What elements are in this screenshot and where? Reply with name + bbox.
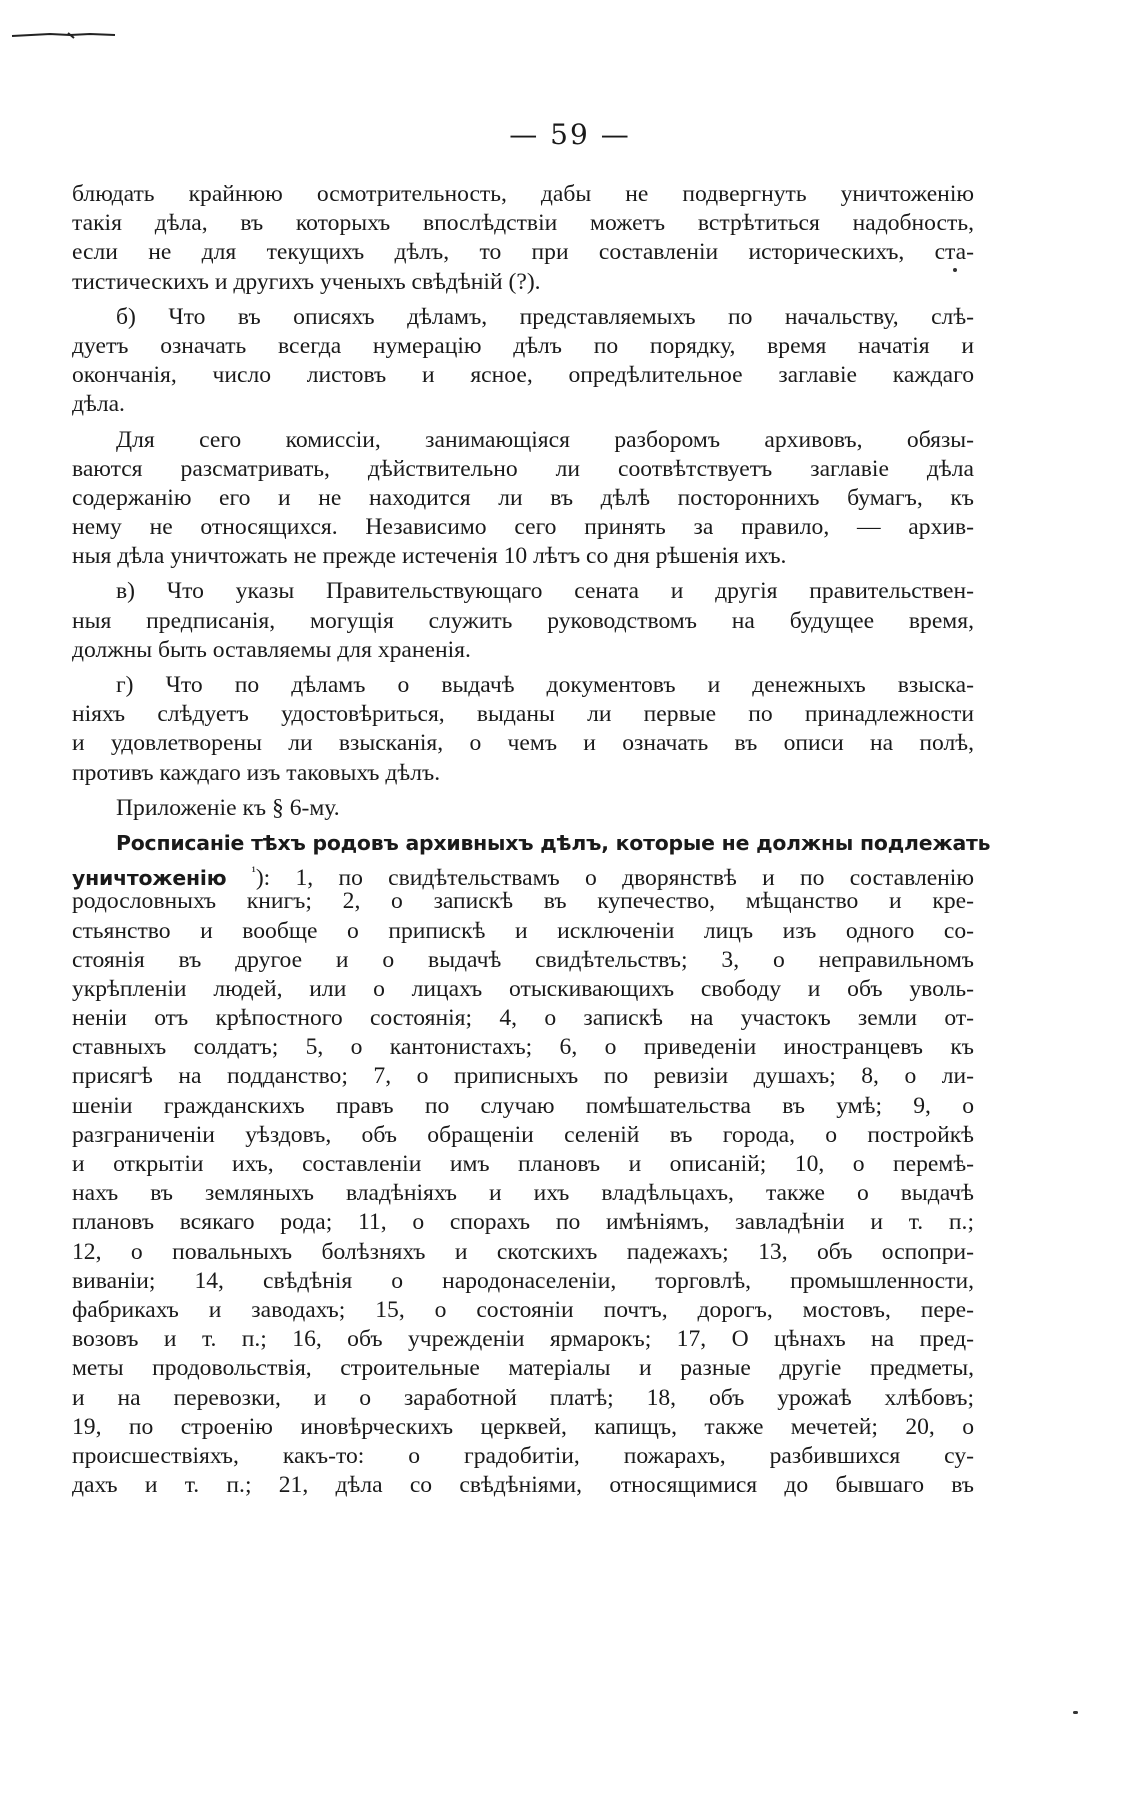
text-line: и удовлетворены ли взысканія, о чемъ и означать въ описи на полѣ, [72, 730, 974, 757]
text-line: меты продовольствія, строительные матеріалы и разные другіе предметы, [72, 1355, 974, 1382]
text-line: ніяхъ слѣдуетъ удостовѣриться, выданы ли первые по принадлежности [72, 701, 974, 728]
text-line: стьянство и вообще о припискѣ и исключеніи лицъ изъ одного со- [72, 917, 974, 944]
text-line: ваются разсматривать, дѣйствительно ли соотвѣтствуетъ заглавіе дѣла [72, 455, 974, 482]
text-line: тистическихъ и другихъ ученыхъ свѣдѣній (?). [72, 268, 541, 295]
text-line: происшествіяхъ, какъ-то: о градобитіи, пожарахъ, разбившихся су- [72, 1442, 974, 1469]
text-line: дуетъ означать всегда нумерацію дѣлъ по порядку, время начатія и [72, 332, 974, 359]
text-line: стоянія въ другое и о выдачѣ свидѣтельствъ; 3, о неправильномъ [72, 946, 974, 973]
paragraph [72, 303, 974, 420]
text-line: разграниченіи уѣздовъ, объ обращеніи селеній въ города, о постройкѣ [72, 1121, 974, 1148]
text-line: б) Что въ описяхъ дѣламъ, представляемыхъ по начальству, слѣ- [116, 303, 974, 330]
text-line: и открытіи ихъ, составленіи имъ плановъ и описаній; 10, о перемѣ- [72, 1151, 974, 1177]
text-line: дѣла. [72, 391, 125, 418]
scan-speck [1073, 1711, 1078, 1714]
text-line: плановъ всякаго рода; 11, о спорахъ по имѣніямъ, завладѣніи и т. п.; [72, 1209, 974, 1236]
text-line: возовъ и т. п.; 16, объ учрежденіи ярмарокъ; 17, О цѣнахъ на пред- [72, 1326, 974, 1353]
text-line: если не для текущихъ дѣлъ, то при составленіи историческихъ, ста- [72, 239, 974, 266]
text-line: нахъ въ земляныхъ владѣніяхъ и ихъ владѣльцахъ, также о выдачѣ [72, 1180, 974, 1207]
schedule-paragraph [72, 829, 991, 1500]
text-line: должны быть оставляемы для храненія. [72, 636, 471, 663]
text-line: шеніи гражданскихъ правъ по случаю помѣшательства въ умѣ; 9, о [72, 1092, 974, 1119]
text-line: такія дѣла, въ которыхъ впослѣдствіи можетъ встрѣтиться надобность, [72, 210, 974, 237]
page-number: — 59 — [509, 118, 631, 151]
text-line [72, 858, 974, 891]
paragraph [72, 426, 974, 572]
text-line: виваніи; 14, свѣдѣнія о народонаселеніи, торговлѣ, промышленности, [72, 1267, 974, 1294]
text-line: родословныхъ книгъ; 2, о запискѣ въ купечество, мѣщанство и кре- [72, 888, 974, 915]
text-line: 12, о повальныхъ болѣзняхъ и скотскихъ падежахъ; 13, объ оспопри- [72, 1238, 974, 1265]
text-line: и на перевозки, и о заработной платѣ; 18, объ урожаѣ хлѣбовъ; [72, 1384, 974, 1411]
text-line: укрѣпленіи людей, или о лицахъ отыскивающихъ свободу и объ уволь- [72, 975, 974, 1002]
text-line: Для сего комиссіи, занимающіяся разборомъ архивовъ, обязы- [116, 426, 974, 453]
text-line: дахъ и т. п.; 21, дѣла со свѣдѣніями, относящимися до бывшаго въ [72, 1472, 974, 1499]
text-line: 19, по строенію иновѣрческихъ церквей, капищъ, также мечетей; 20, о [72, 1413, 974, 1440]
text-line: блюдать крайнюю осмотрительность, дабы не подвергнуть уничтоженію [72, 181, 974, 207]
text-line: противъ каждаго изъ таковыхъ дѣлъ. [72, 759, 441, 786]
text-line: неніи отъ крѣпостного состоянія; 4, о запискѣ на участокъ земли от- [72, 1005, 974, 1032]
paragraph [72, 671, 974, 788]
text-line: ныя предписанія, могущія служить руководствомъ на будущее время, [72, 607, 974, 634]
text-line: Приложеніе къ § 6-му. [116, 794, 340, 821]
scan-edge-mark [10, 30, 120, 40]
text-line: в) Что указы Правительствующаго сената и другія правительствен- [116, 578, 974, 605]
paragraph [72, 180, 974, 297]
paragraph [72, 577, 974, 665]
paragraph [72, 794, 974, 823]
text-line: ставныхъ солдатъ; 5, о кантонистахъ; 6, о приведеніи иностранцевъ къ [72, 1034, 974, 1061]
text-line: содержанію его и не находится ли въ дѣлѣ постороннихъ бумагъ, къ [72, 484, 974, 511]
main-text [72, 180, 991, 1500]
text-line: г) Что по дѣламъ о выдачѣ документовъ и денежныхъ взыска- [116, 672, 974, 698]
text-line: нему не относящихся. Независимо сего принять за правило, — архив- [72, 514, 974, 541]
text-run: ): 1, по свидѣтельствамъ о дворянствѣ и по составленію [255, 864, 974, 891]
footnote-mark: ¹ [251, 865, 256, 881]
text-line: присягѣ на подданство; 7, о приписныхъ по ревизіи душахъ; 8, о ли- [72, 1063, 974, 1090]
text-line: ныя дѣла уничтожать не прежде истеченія 10 лѣтъ со дня рѣшенія ихъ. [72, 543, 787, 570]
text-line: окончанія, число листовъ и ясное, опредѣлительное заглавіе каждаго [72, 362, 974, 389]
schedule-heading: Росписаніе тѣхъ родовъ архивныхъ дѣлъ, которые не должны подлежать [116, 830, 991, 855]
text-line: фабрикахъ и заводахъ; 15, о состояніи почтъ, дорогъ, мостовъ, пере- [72, 1296, 974, 1323]
schedule-heading-word: уничтоженію [72, 865, 227, 890]
scan-speck [953, 268, 957, 272]
